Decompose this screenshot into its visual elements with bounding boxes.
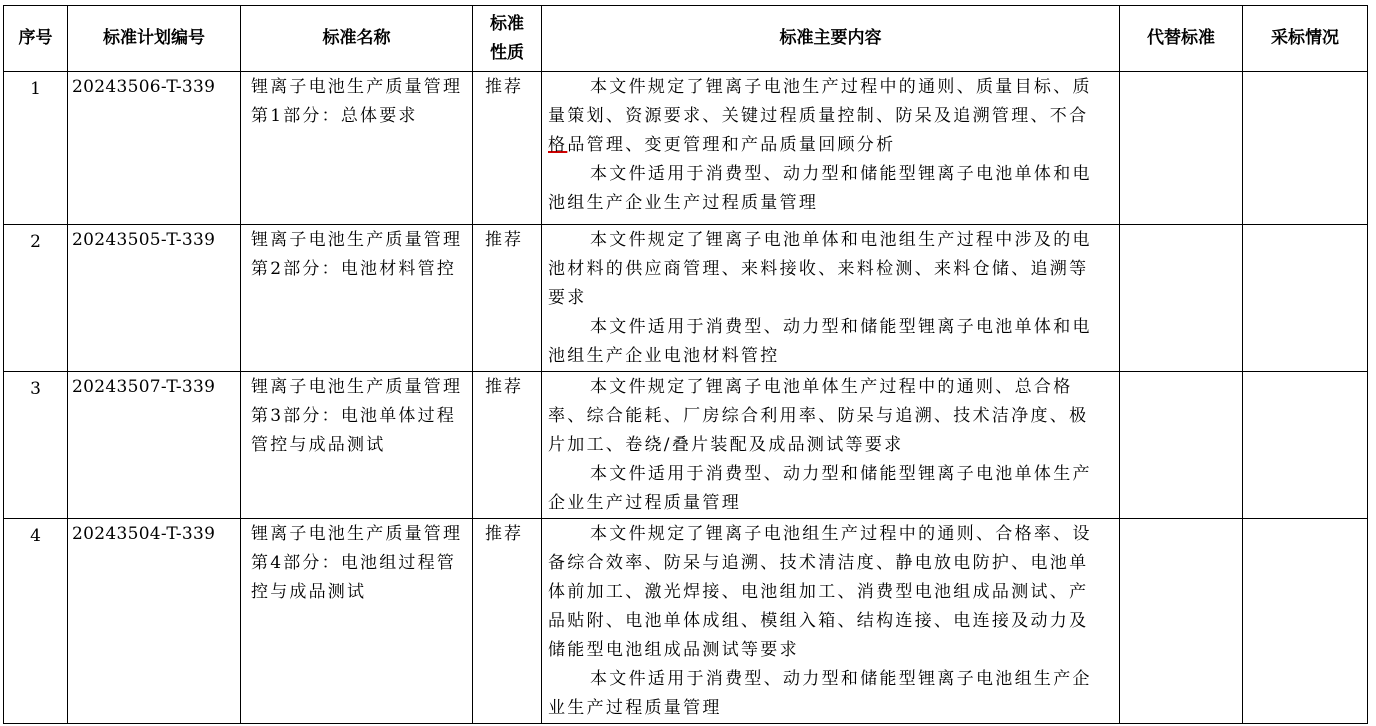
content-paragraph-scope: 本文件规定了锂离子电池单体和电池组生产过程中涉及的电池材料的供应商管理、来料接收、来料检测、来料仓储、追溯等要求 (548, 230, 1092, 308)
header-content: 标准主要内容 (542, 6, 1120, 72)
content-paragraph-scope (548, 73, 1105, 160)
content-paragraph-applicability: 本文件适用于消费型、动力型和储能型锂离子电池组生产企业生产过程质量管理 (548, 669, 1092, 718)
row-index: 3 (4, 372, 68, 519)
header-index: 序号 (4, 6, 68, 72)
row-nature: 推荐 (473, 372, 542, 519)
row-replaces (1120, 225, 1243, 372)
header-nature-line2: 性质 (490, 42, 524, 63)
row-name: 锂离子电池生产质量管理 第1部分：总体要求 (241, 72, 473, 225)
row-content (542, 72, 1120, 225)
row-content (542, 372, 1120, 519)
row-name: 锂离子电池生产质量管理 第4部分：电池组过程管控与成品测试 (241, 519, 473, 724)
table-row (4, 225, 1368, 372)
row-plan-code: 20243507-T-339 (68, 372, 241, 519)
table-row (4, 519, 1368, 724)
content-paragraph-applicability: 本文件适用于消费型、动力型和储能型锂离子电池单体和电池组生产企业电池材料管控 (548, 317, 1092, 366)
header-adoption: 采标情况 (1243, 6, 1368, 72)
header-row (4, 6, 1368, 72)
row-adoption (1243, 519, 1368, 724)
standards-table (3, 5, 1368, 724)
row-index: 4 (4, 519, 68, 724)
content-text: 品管理、变更管理和产品质量回顾分析 (567, 135, 896, 155)
row-content (542, 225, 1120, 372)
row-name: 锂离子电池生产质量管理 第3部分：电池单体过程管控与成品测试 (241, 372, 473, 519)
row-adoption (1243, 372, 1368, 519)
row-content (542, 519, 1120, 724)
row-name: 锂离子电池生产质量管理 第2部分：电池材料管控 (241, 225, 473, 372)
header-replaces: 代替标准 (1120, 6, 1243, 72)
row-adoption (1243, 225, 1368, 372)
row-nature: 推荐 (473, 519, 542, 724)
content-paragraph-applicability: 本文件适用于消费型、动力型和储能型锂离子电池单体生产企业生产过程质量管理 (548, 464, 1092, 513)
row-nature: 推荐 (473, 225, 542, 372)
row-plan-code: 20243506-T-339 (68, 72, 241, 225)
header-name: 标准名称 (241, 6, 473, 72)
row-adoption (1243, 72, 1368, 225)
header-plan-code: 标准计划编号 (68, 6, 241, 72)
row-replaces (1120, 519, 1243, 724)
row-index: 1 (4, 72, 68, 225)
header-nature (473, 6, 542, 72)
row-nature: 推荐 (473, 72, 542, 225)
row-replaces (1120, 72, 1243, 225)
content-paragraph-scope: 本文件规定了锂离子电池组生产过程中的通则、合格率、设备综合效率、防呆与追溯、技术清洁度、静电放电防护、电池单体前加工、激光焊接、电池组加工、消费型电池组成品测试、产品贴附、电池单体成组、模组入箱、结构连接、电连接及动力及储能型电池组成品测试等要求 (548, 524, 1092, 660)
table-row (4, 372, 1368, 519)
row-replaces (1120, 372, 1243, 519)
content-paragraph-scope: 本文件规定了锂离子电池单体生产过程中的通则、总合格率、综合能耗、厂房综合利用率、防呆与追溯、技术洁净度、极片加工、卷绕/叠片装配及成品测试等要求 (548, 377, 1089, 455)
row-plan-code: 20243504-T-339 (68, 519, 241, 724)
header-nature-line1: 标准 (490, 13, 524, 34)
table-row (4, 72, 1368, 225)
row-plan-code: 20243505-T-339 (68, 225, 241, 372)
content-text: 本文件规定了锂离子电池生产过程中的通则、质量目标、质量策划、资源要求、关键过程质量控制、防呆及追溯管理、不合 (548, 77, 1092, 126)
content-paragraph-applicability: 本文件适用于消费型、动力型和储能型锂离子电池单体和电池组生产企业生产过程质量管理 (548, 164, 1092, 213)
spellcheck-underlined-char: 格 (548, 135, 568, 155)
row-index: 2 (4, 225, 68, 372)
